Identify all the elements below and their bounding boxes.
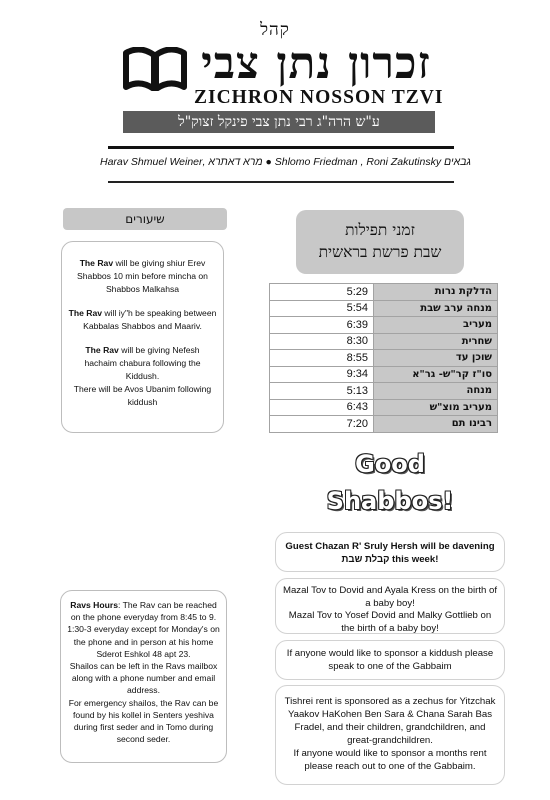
greeting-shabbos: Shabbos! [326, 487, 454, 515]
congregation-english-name: ZICHRON NOSSON TZVI [194, 87, 444, 108]
zmanim-time: 7:20 [270, 416, 374, 433]
shiur-item [68, 307, 217, 333]
rav-hours-text: Shailos can be left in the Ravs mailbox along with a phone number and email address. [69, 661, 218, 696]
rav-hours-text: 1:30-3 everyday except for Monday's on the phone and in person at his home Sderot Eshkol 48 apt 23. [67, 624, 220, 659]
zmanim-row [270, 399, 498, 416]
rav-name: Harav Shmuel Weiner [100, 156, 203, 168]
mazal-tov-item: Mazal Tov to Yosef Dovid and Malky Gottlieb on the birth of a baby boy! [288, 610, 492, 634]
shiurim-header: שיעורים [63, 208, 227, 230]
gabbaim-names: Shlomo Friedman , Roni Zakutinsky [274, 156, 442, 168]
zmanim-title-line2: שבת פרשת בראשית [318, 243, 442, 261]
chazan-text: Guest Chazan R' Sruly Hersh will be davening [285, 541, 495, 552]
zmanim-time: 8:55 [270, 350, 374, 367]
zmanim-row [270, 416, 498, 433]
shiur-item-extra: There will be Avos Ubanim following kiddush [73, 384, 212, 407]
mara-dasra-label: מרא דאתרא [208, 156, 263, 168]
shiur-item-text: will be giving shiur Erev Shabbos 10 min before mincha on Shabbos Malkahsa [77, 258, 208, 294]
zmanim-time: 6:39 [270, 317, 374, 334]
gabbaim-prefix: גבאים [444, 156, 471, 168]
zmanim-time: 5:13 [270, 383, 374, 400]
zmanim-row [270, 383, 498, 400]
zmanim-time: 5:29 [270, 284, 374, 301]
shiur-item-bold: The Rav [68, 308, 103, 318]
notice-rent-sponsor [275, 685, 505, 785]
shiurim-box [61, 241, 224, 433]
rav-hours-box [60, 590, 227, 763]
zmanim-label: הדלקת נרות [374, 284, 498, 301]
zmanim-label: סו"ז קר"ש- גר"א [374, 366, 498, 383]
congregation-hebrew-name: זכרון נתן צבי [201, 38, 431, 89]
zmanim-label: שחרית [374, 333, 498, 350]
zmanim-table [269, 283, 498, 433]
zmanim-label: מעריב מוצ"ש [374, 399, 498, 416]
chazan-hebrew: קבלת שבת [341, 553, 390, 565]
zmanim-row [270, 317, 498, 334]
header-divider-top [108, 146, 454, 149]
rav-hours-text: : The Rav can be reached on the phone everyday from 8:45 to 9. [70, 600, 217, 623]
zmanim-title [296, 210, 464, 274]
shiur-item-bold: The Rav [85, 345, 119, 355]
gabbaim-line: Harav Shmuel Weiner, מרא דאתרא ● Shlomo Friedman , Roni Zakutinsky גבאים [100, 156, 471, 168]
shiur-item-text: will iy"h be speaking between Kabbalas Shabbos and Maariv. [83, 308, 217, 331]
zmanim-label: מעריב [374, 317, 498, 334]
shiur-item-text: will be giving Nefesh hachaim chabura following the Kiddush. [84, 345, 201, 381]
open-book-logo-icon [122, 47, 188, 91]
shiur-item [68, 344, 217, 409]
zmanim-time: 5:54 [270, 300, 374, 317]
zmanim-row [270, 284, 498, 301]
zmanim-row [270, 366, 498, 383]
zmanim-label: מנחה [374, 383, 498, 400]
rent-sponsor-request: If anyone would like to sponsor a months rent please reach out to one of the Gabbaim. [293, 748, 487, 772]
shiur-item [68, 257, 217, 296]
dedication-banner: ע"ש הרה"ג רבי נתן צבי פינקל זצוק"ל [123, 111, 435, 133]
notice-guest-chazan [275, 532, 505, 572]
header-divider-bottom [108, 181, 454, 183]
rav-hours-label: Ravs Hours [70, 600, 119, 610]
zmanim-time: 6:43 [270, 399, 374, 416]
zmanim-time: 9:34 [270, 366, 374, 383]
notice-mazal-tov [275, 578, 505, 634]
shiur-item-bold: The Rav [79, 258, 114, 268]
zmanim-label: שוכן עד [374, 350, 498, 367]
zmanim-time: 8:30 [270, 333, 374, 350]
bullet-separator: ● [265, 156, 272, 168]
chazan-text-end: this week! [389, 553, 439, 565]
zmanim-label: מנחה ערב שבת [374, 300, 498, 317]
rav-hours-text: For emergency shailos, the Rav can be found by his kollel in Senters yeshiva during first seder and in Tomo during second seder. [68, 697, 219, 745]
zmanim-title-line1: זמני תפילות [345, 221, 415, 239]
notice-kiddush-sponsor: If anyone would like to sponsor a kiddush please speak to one of the Gabbaim [275, 640, 505, 680]
zmanim-row [270, 300, 498, 317]
greeting-good: Good [355, 450, 425, 478]
rent-sponsor-text: Tishrei rent is sponsored as a zechus for Yitzchak Yaakov HaKohen Ben Sara & Chana Sarah Bas Fradel, and their children, grandchildren, and great-grandchildren. [284, 696, 496, 746]
kehilla-label: קהל [260, 20, 290, 40]
zmanim-row [270, 350, 498, 367]
mazal-tov-item: Mazal Tov to Dovid and Ayala Kress on the birth of a baby boy! [282, 585, 498, 609]
zmanim-row [270, 333, 498, 350]
zmanim-label: רבינו תם [374, 416, 498, 433]
